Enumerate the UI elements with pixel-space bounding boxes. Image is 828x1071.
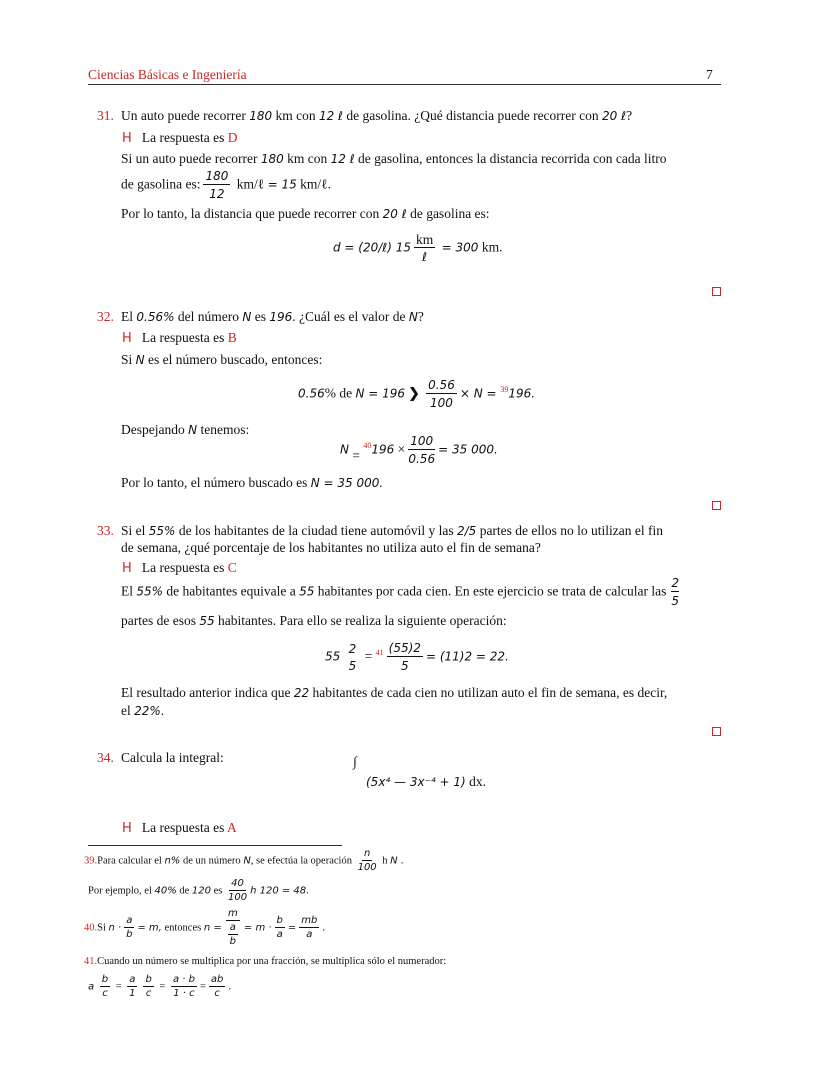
text-segment: Por ejemplo, el bbox=[88, 885, 155, 897]
fraction bbox=[669, 576, 681, 609]
text-segment: 100 bbox=[357, 862, 377, 873]
answer-letter: D bbox=[227, 130, 238, 145]
answer-line bbox=[122, 560, 237, 576]
text-segment: a bbox=[229, 922, 236, 933]
footnote-40 bbox=[84, 908, 325, 948]
text-segment: es bbox=[251, 309, 270, 324]
text-segment: N bbox=[242, 310, 252, 324]
text-segment: 1 · c bbox=[173, 988, 195, 999]
text-segment: tenemos: bbox=[197, 422, 250, 437]
question-text: Calcula la integral: bbox=[121, 750, 224, 765]
text-segment: de gasolina. ¿Qué distancia puede recorrer con bbox=[343, 108, 603, 123]
text-segment: 5 bbox=[671, 591, 679, 609]
text-segment: 55% bbox=[136, 584, 164, 599]
text-segment: partes de ellos no lo utilizan el fin bbox=[476, 523, 664, 538]
text-segment: H bbox=[122, 821, 132, 836]
text-segment: 22% bbox=[134, 704, 161, 718]
text-segment: c bbox=[214, 988, 220, 999]
text-segment: ? bbox=[417, 309, 424, 324]
answer-marker: H bbox=[122, 131, 132, 146]
text-segment: = m · bbox=[243, 922, 272, 934]
text-segment: 55 bbox=[325, 649, 341, 664]
fraction bbox=[171, 974, 197, 1000]
text-segment: = (11)2 = 22. bbox=[425, 649, 509, 664]
text-segment: 0.56 bbox=[408, 452, 436, 466]
text-segment: km/ℓ bbox=[233, 176, 268, 192]
text-segment: b bbox=[126, 929, 133, 940]
integrand bbox=[366, 774, 486, 790]
text-segment: a · b bbox=[172, 974, 195, 985]
text-segment: . bbox=[322, 922, 326, 934]
text-segment: H bbox=[122, 561, 132, 576]
text-segment: . ¿Cuál es el valor de bbox=[292, 309, 409, 324]
fraction bbox=[225, 908, 241, 948]
text-segment: n · bbox=[108, 922, 122, 934]
text-segment: 120 bbox=[191, 885, 211, 897]
text-segment: m bbox=[227, 908, 238, 919]
running-header-title: Ciencias Básicas e Ingeniería bbox=[88, 67, 247, 82]
text-segment: n bbox=[363, 848, 371, 859]
footnote-ref: 39 bbox=[500, 385, 509, 395]
text-segment: Si bbox=[97, 922, 109, 934]
text-segment: 196 bbox=[269, 310, 293, 324]
text-segment: h 120 = 48. bbox=[250, 885, 310, 897]
text-segment: 12 bbox=[209, 187, 225, 201]
fraction bbox=[143, 974, 153, 1000]
fraction bbox=[209, 974, 225, 1000]
equation bbox=[333, 232, 502, 265]
text-segment: N bbox=[188, 423, 198, 437]
text-segment: Si un auto puede recorrer bbox=[121, 151, 261, 166]
text-segment: × N = bbox=[459, 386, 501, 401]
text-segment: (55)2 bbox=[388, 641, 421, 655]
page-number: 7 bbox=[706, 67, 713, 82]
answer-letter: C bbox=[227, 560, 237, 575]
question-text bbox=[121, 108, 632, 124]
text-segment: Por lo tanto, el número buscado es bbox=[121, 475, 311, 490]
text-segment: ❯ bbox=[408, 385, 420, 401]
text-segment: (5x⁴ — 3x⁻⁴ + 1) bbox=[366, 775, 466, 789]
text-segment: b bbox=[229, 936, 236, 947]
text-segment: 12 ℓ bbox=[318, 109, 344, 123]
text-segment: = 35 000. bbox=[438, 442, 498, 457]
header-rule bbox=[88, 84, 721, 85]
text-segment: = 15 bbox=[267, 177, 297, 192]
text-segment: El bbox=[121, 583, 137, 599]
text-segment: a bbox=[88, 981, 95, 993]
text-segment: 2/5 bbox=[457, 524, 477, 538]
text-segment: 180 bbox=[205, 169, 229, 183]
text-segment: La respuesta es bbox=[141, 330, 225, 345]
text-segment: de habitantes equivale a bbox=[163, 583, 300, 599]
text-segment: de un número bbox=[180, 855, 244, 867]
qed-box bbox=[712, 287, 721, 296]
text-segment: a bbox=[306, 929, 313, 940]
fraction bbox=[100, 974, 110, 1000]
solution-text bbox=[121, 475, 383, 491]
text-segment: n% bbox=[164, 855, 181, 867]
text-segment: de gasolina es: bbox=[406, 206, 490, 221]
problem-number: 33. bbox=[97, 523, 114, 538]
text-segment: Por lo tanto, la distancia que puede recorrer con bbox=[121, 206, 383, 221]
text-segment: % de bbox=[324, 385, 356, 401]
text-segment: N bbox=[243, 855, 251, 867]
fraction bbox=[228, 922, 238, 948]
text-segment: km bbox=[416, 232, 434, 247]
text-segment: 180 bbox=[249, 109, 273, 123]
text-segment: entonces bbox=[161, 922, 204, 934]
problem-number: 32. bbox=[97, 309, 114, 324]
text-segment: 40. bbox=[84, 922, 98, 934]
text-segment: b bbox=[101, 974, 109, 985]
text-segment: = bbox=[352, 447, 360, 463]
text-segment: Si bbox=[121, 352, 136, 367]
text-segment: N bbox=[135, 353, 145, 367]
text-segment: Para calcular el bbox=[97, 855, 165, 867]
text-segment: 100 bbox=[228, 892, 248, 903]
solution-text bbox=[121, 352, 322, 368]
text-segment: ℓ bbox=[422, 250, 428, 264]
text-segment: = bbox=[287, 922, 297, 934]
text-segment: 0.56 bbox=[298, 386, 325, 401]
text-segment: km/ℓ. bbox=[296, 176, 331, 192]
text-segment: a bbox=[276, 929, 283, 940]
text-segment: 40% bbox=[154, 885, 177, 897]
text-segment: = bbox=[199, 981, 206, 993]
text-segment: km. bbox=[478, 239, 503, 255]
text-segment: b bbox=[276, 915, 283, 926]
text-segment: 100 bbox=[430, 396, 453, 410]
text-segment: La respuesta es bbox=[141, 820, 225, 835]
text-segment: 40 bbox=[231, 878, 244, 889]
text-segment: 22 bbox=[293, 686, 310, 700]
fraction bbox=[228, 878, 247, 904]
text-segment: 0.56 bbox=[428, 378, 455, 392]
text-segment: 20 ℓ bbox=[382, 207, 407, 221]
solution-text bbox=[121, 169, 331, 202]
equation bbox=[325, 641, 509, 674]
qed-box bbox=[712, 727, 721, 736]
solution-text bbox=[121, 613, 507, 629]
text-segment: = bbox=[159, 981, 166, 993]
text-segment: de los habitantes de la ciudad tiene automóvil y las bbox=[175, 523, 457, 538]
text-segment: partes de esos bbox=[121, 613, 200, 628]
qed-box bbox=[712, 501, 721, 510]
fraction bbox=[124, 915, 134, 941]
answer-line bbox=[122, 330, 237, 346]
text-segment: Cuando un número se multiplica por una fracción, se multiplica sólo el numerador: bbox=[97, 956, 447, 967]
solution-text bbox=[121, 422, 249, 438]
footnote-rule bbox=[88, 845, 342, 846]
answer-letter: A bbox=[227, 820, 237, 835]
solution-text bbox=[121, 206, 490, 222]
answer-line bbox=[122, 130, 238, 146]
footnote-41-equation bbox=[88, 974, 231, 1000]
text-segment: de gasolina, entonces la distancia recorrida con cada litro bbox=[354, 151, 667, 166]
text-segment: . bbox=[160, 703, 165, 718]
text-segment: = bbox=[364, 648, 373, 664]
text-segment: 5 bbox=[348, 658, 357, 673]
text-segment: 41. bbox=[84, 956, 98, 967]
text-segment: 1 bbox=[129, 988, 136, 999]
text-segment: de gasolina es: bbox=[121, 176, 201, 192]
question-text bbox=[121, 309, 424, 325]
solution-text bbox=[121, 685, 667, 701]
text-segment: Si el bbox=[121, 523, 149, 538]
text-segment: 55 bbox=[199, 614, 215, 628]
text-segment: H bbox=[122, 331, 132, 346]
text-segment: El resultado anterior indica que bbox=[121, 685, 294, 700]
question-text bbox=[121, 523, 663, 539]
text-segment: d = (20/ℓ) 15 bbox=[333, 240, 412, 255]
text-segment: habitantes. Para ello se realiza la siguiente operación: bbox=[214, 613, 507, 628]
text-segment: N = 196 bbox=[355, 386, 406, 401]
fraction bbox=[347, 642, 359, 674]
equation bbox=[340, 434, 498, 467]
fraction bbox=[408, 434, 435, 467]
fraction bbox=[426, 378, 457, 411]
fraction bbox=[358, 848, 377, 874]
text-segment: 55% bbox=[148, 524, 176, 538]
text-segment: 0.56% bbox=[136, 310, 175, 324]
solution-text bbox=[121, 576, 684, 609]
solution-text bbox=[121, 703, 164, 719]
footnote-39-example bbox=[88, 878, 309, 904]
fraction bbox=[387, 641, 423, 674]
integral-sign: ∫ bbox=[353, 754, 357, 769]
text-segment: km con bbox=[283, 151, 331, 166]
footnote-41 bbox=[84, 956, 446, 967]
text-segment: habitantes por cada cien. En este ejercicio se trata de calcular las bbox=[314, 583, 667, 599]
text-segment: Un auto puede recorrer bbox=[121, 108, 250, 123]
text-segment: 5 bbox=[400, 659, 409, 673]
text-segment: 2 bbox=[671, 576, 679, 590]
text-segment: 196 bbox=[371, 442, 395, 457]
text-segment: 39. bbox=[84, 855, 98, 867]
text-segment: b bbox=[145, 974, 152, 985]
footnote-ref: 41 bbox=[375, 648, 384, 658]
text-segment: N bbox=[340, 442, 349, 457]
text-segment: dx. bbox=[465, 774, 486, 789]
text-segment: es el número buscado, entonces: bbox=[144, 352, 323, 367]
text-segment: = 300 bbox=[441, 240, 479, 255]
text-segment: , se efectúa la operación bbox=[250, 855, 355, 867]
text-segment: La respuesta es bbox=[141, 130, 225, 145]
problem-number: 31. bbox=[97, 108, 114, 123]
text-segment: 12 ℓ bbox=[330, 152, 355, 166]
fraction bbox=[127, 974, 137, 1000]
text-segment: km con bbox=[272, 108, 319, 123]
text-segment: habitantes de cada cien no utilizan auto el fin de semana, es decir, bbox=[309, 685, 668, 700]
footnote-39 bbox=[84, 848, 404, 874]
text-segment: ? bbox=[626, 108, 633, 123]
text-segment: de bbox=[176, 885, 192, 897]
text-segment: 180 bbox=[260, 152, 284, 166]
text-segment: n = bbox=[203, 922, 222, 934]
text-segment: 100 bbox=[410, 434, 434, 448]
text-segment: 196. bbox=[508, 386, 536, 401]
fraction bbox=[203, 169, 230, 202]
text-segment: c bbox=[145, 988, 152, 999]
fraction bbox=[414, 232, 435, 265]
answer-line bbox=[122, 820, 237, 836]
question-text: de semana, ¿qué porcentaje de los habitantes no utiliza auto el fin de semana? bbox=[121, 540, 541, 555]
text-segment: El bbox=[121, 309, 137, 324]
text-segment: . bbox=[228, 981, 232, 993]
text-segment: = bbox=[115, 981, 122, 993]
text-segment: ab bbox=[210, 974, 224, 985]
text-segment: a bbox=[129, 974, 136, 985]
text-segment: × bbox=[397, 441, 406, 457]
solution-text bbox=[121, 151, 667, 167]
text-segment: es bbox=[211, 885, 225, 897]
text-segment: N = 35 000. bbox=[310, 476, 384, 490]
text-segment: 2 bbox=[348, 641, 357, 656]
answer-letter: B bbox=[227, 330, 237, 345]
fraction bbox=[299, 915, 319, 941]
fraction bbox=[275, 915, 285, 941]
text-segment: c bbox=[102, 988, 108, 999]
text-segment: mb bbox=[301, 915, 318, 926]
text-segment: el bbox=[121, 703, 135, 718]
text-segment: N bbox=[408, 310, 418, 324]
text-segment: del número bbox=[174, 309, 243, 324]
text-segment: h bbox=[382, 855, 388, 867]
equation bbox=[298, 378, 535, 411]
text-segment: 20 ℓ bbox=[602, 109, 627, 123]
text-segment: = m, bbox=[137, 922, 162, 934]
text-segment: a bbox=[126, 915, 133, 926]
text-segment: N . bbox=[390, 855, 405, 867]
problem-number: 34. bbox=[97, 750, 114, 765]
text-segment: 55 bbox=[299, 584, 315, 599]
text-segment: Despejando bbox=[121, 422, 189, 437]
footnote-ref: 40 bbox=[363, 441, 372, 451]
text-segment: La respuesta es bbox=[141, 560, 225, 575]
